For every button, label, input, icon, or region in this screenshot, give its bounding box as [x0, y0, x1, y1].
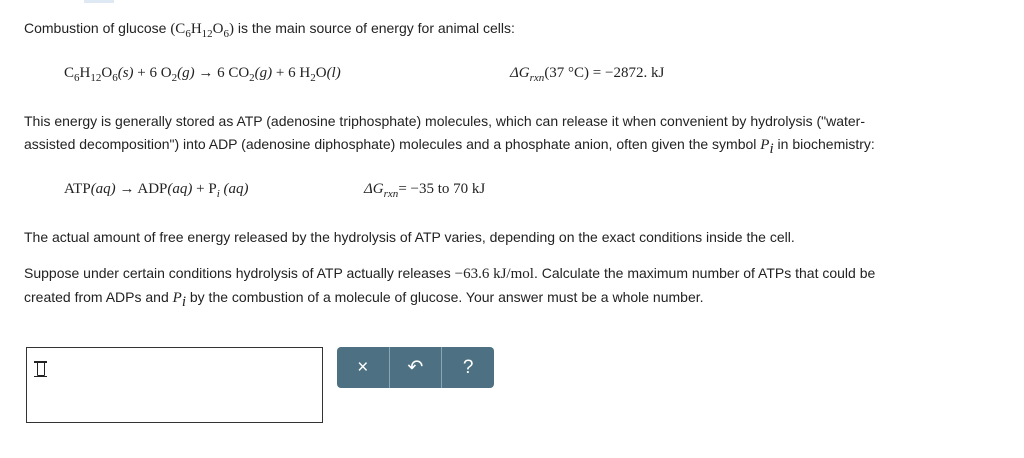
undo-icon: ↶: [407, 357, 424, 378]
variation-paragraph: The actual amount of free energy released by the hydrolysis of ATP varies, depending on the exact conditions inside the cell.: [24, 229, 795, 245]
energy-value: −63.6 kJ/mol: [454, 266, 534, 282]
help-icon: ?: [462, 356, 474, 378]
intro-text-before: Combustion of glucose: [24, 20, 167, 36]
combustion-equation: $C_6H_{12}O_6(s) + 6$ $O_2(g) \to 6$ $CO_2(g) + 6$ $H_2O(l)$: [64, 65, 341, 84]
glucose-formula: $(C_6H_{12}O_6)$: [170, 21, 234, 40]
question-line1: Suppose under certain conditions hydrolysis of ATP actually releases −63.6 kJ/mol. Calculate the maximum number of ATPs that could be: [24, 265, 876, 282]
intro-text-after: is the main source of energy for animal cells:: [237, 20, 515, 36]
close-icon: ×: [357, 356, 369, 378]
combustion-free-energy: $\Delta G_{rxn}(37$ °C) = −2872. kJ: [510, 65, 665, 84]
answer-input[interactable]: [26, 347, 323, 423]
hydrolysis-equation: $ATP(aq) \to ADP(aq) + P_i$ (aq): [64, 181, 249, 200]
undo-button[interactable]: [389, 347, 442, 388]
clear-button[interactable]: [337, 347, 389, 388]
answer-toolbar: [337, 347, 494, 388]
atp-paragraph-line2: assisted decomposition") into ADP (adenosine diphosphate) molecules and a phosphate anion, often given the symbol $P_i$ in biochemistry:: [24, 136, 875, 157]
top-accent-bar: [84, 0, 114, 3]
hydrolysis-free-energy: $\Delta G_{rxn}= -35$ to 70 kJ: [364, 181, 486, 200]
intro-text: [24, 20, 515, 38]
question-line2: created from ADPs and $P_i$ by the combustion of a molecule of glucose. Your answer must be a whole number.: [24, 289, 704, 310]
text-cursor-icon: [37, 362, 45, 376]
atp-paragraph-line1: This energy is generally stored as ATP (adenosine triphosphate) molecules, which can release it when convenient by hydrolysis ("water-: [24, 113, 865, 129]
help-button[interactable]: [441, 347, 494, 388]
